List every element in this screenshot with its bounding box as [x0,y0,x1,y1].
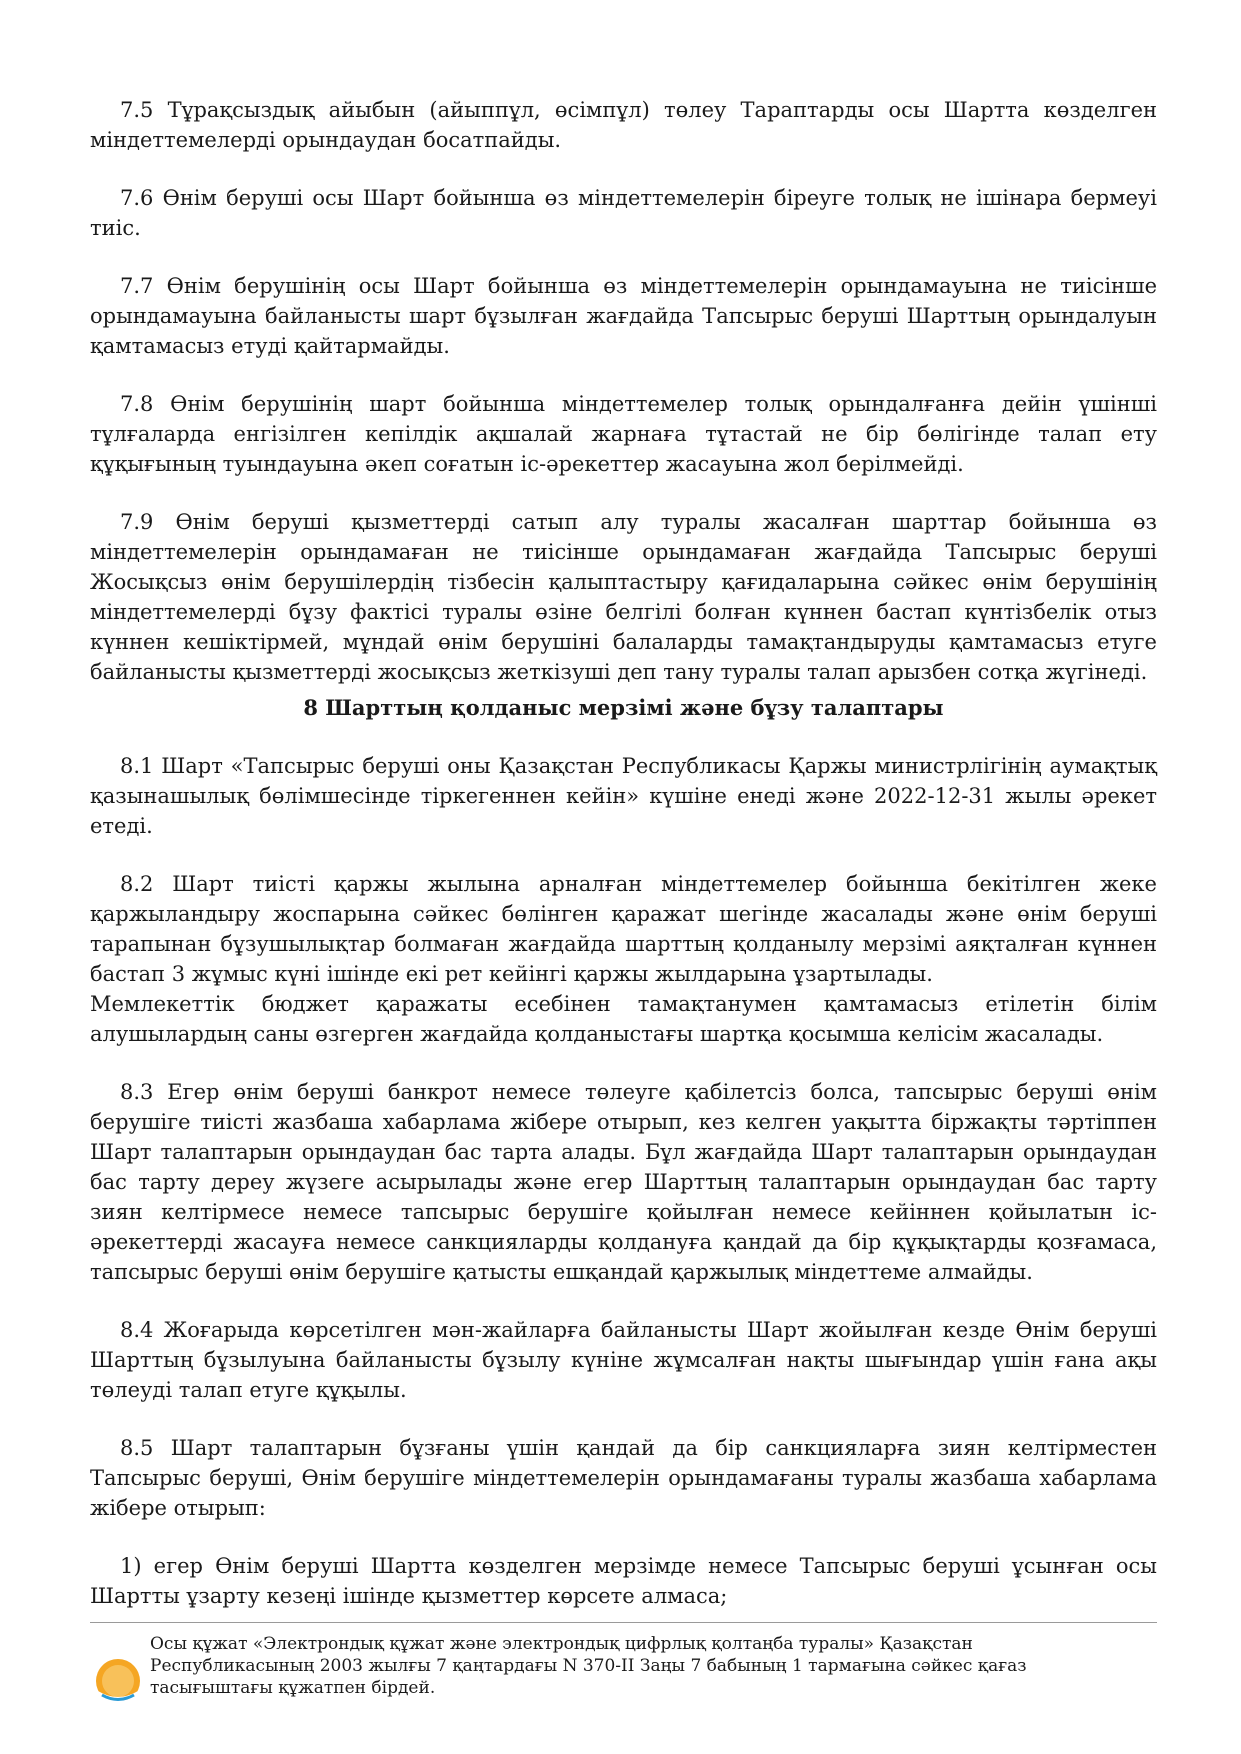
paragraph-7-9: 7.9 Өнім беруші қызметтерді сатып алу туралы жасалған шарттар бойынша өз міндеттемелерін орындамаған не тиісінше орындамаған жағдайда Тапсырыс беруші Жосықсыз өнім берушілердің тізбесін қалыптастыру қағидаларына сәйкес өнім берушінің міндеттемелерді бұзу фактісі туралы өзіне белгілі болған күннен бастап күнтізбелік отыз күннен кешіктірмей, мұндай өнім берушіні балаларды тамақтандыруды қамтамасыз етуге байланысты қызметтерді жосықсыз жеткізуші деп тану туралы талап арызбен сотқа жүгінеді. [90,510,1157,684]
paragraph-8-2-continuation: Мемлекеттік бюджет қаражаты есебінен тамақтанумен қамтамасыз етілетін білім алушылардың саны өзгерген жағдайда қолданыстағы шартқа қосымша келісім жасалады. [90,992,1157,1046]
section-8-heading: 8 Шарттың қолданыс мерзімі және бұзу талаптары [303,695,944,720]
egov-sun-logo-icon [94,1657,142,1705]
paragraph-8-4: 8.4 Жоғарыда көрсетілген мән-жайларға байланысты Шарт жойылған кезде Өнім беруші Шарттың бұзылуына байланысты бұзылу күніне жұмсалған нақты шығындар үшін ғана ақы төлеуді талап етуге құқылы. [90,1318,1157,1402]
footer-line-2: Республикасының 2003 жылғы 7 қаңтардағы N 370-II Заңы 7 бабының 1 тармағына сәйкес қағаз [150,1656,1027,1676]
paragraph-8-1: 8.1 Шарт «Тапсырыс беруші оны Қазақстан Республикасы Қаржы министрлігінің аумақтық қазынашылық бөлімшесінде тіркегеннен кейін» күшіне енеді және 2022-12-31 жылы әрекет етеді. [90,754,1157,838]
paragraph-8-5-item-1: 1) егер Өнім беруші Шартта көзделген мерзімде немесе Тапсырыс беруші ұсынған осы Шартты ұзарту кезеңі ішінде қызметтер көрсете алмаса; [90,1554,1157,1608]
paragraph-8-3: 8.3 Егер өнім беруші банкрот немесе төлеуге қабілетсіз болса, тапсырыс беруші өнім берушіге тиісті жазбаша хабарлама жібере отырып, кез келген уақытта біржақты тәртіппен Шарт талаптарын орындаудан бас тарта алады. Бұл жағдайда Шарт талаптарын орындаудан бас тарту дереу жүзеге асырылады және егер Шарттың талаптарын орындаудан бас тарту зиян келтірмесе немесе тапсырыс берушіге қойылған немесе кейіннен қойылатын іс-әрекеттерді жасауға немесе санкцияларды қолдануға қандай да бір құқықтарды қозғамаса, тапсырыс беруші өнім берушіге қатысты ешқандай қаржылық міндеттеме алмайды. [90,1080,1157,1284]
footer-legal-text [150,1633,1150,1699]
paragraph-7-8: 7.8 Өнім берушінің шарт бойынша міндеттемелер толық орындалғанға дейін үшінші тұлғаларда енгізілген кепілдік ақшалай жарнаға тұтастай не бір бөлігінде талап ету құқығының туындауына әкеп соғатын іс-әрекеттер жасауына жол берілмейді. [90,392,1157,476]
paragraph-7-5: 7.5 Тұрақсыздық айыбын (айыппұл, өсімпұл) төлеу Тараптарды осы Шартта көзделген міндеттемелерді орындаудан босатпайды. [90,98,1157,152]
paragraph-7-7: 7.7 Өнім берушінің осы Шарт бойынша өз міндеттемелерін орындамауына не тиісінше орындамауына байланысты шарт бұзылған жағдайда Тапсырыс беруші Шарттың орындалуын қамтамасыз етуді қайтармайды. [90,274,1157,358]
footer-line-3: тасығыштағы құжатпен бірдей. [150,1678,436,1698]
paragraph-7-6: 7.6 Өнім беруші осы Шарт бойынша өз міндеттемелерін біреуге толық не ішінара бермеуі тиіс. [90,186,1157,240]
document-body [90,95,1157,1639]
paragraph-8-5: 8.5 Шарт талаптарын бұзғаны үшін қандай да бір санкцияларға зиян келтірместен Тапсырыс беруші, Өнім берушіге міндеттемелерін орындамағаны туралы жазбаша хабарлама жібере отырып: [90,1436,1157,1520]
footer-line-1: Осы құжат «Электрондық құжат және электрондық цифрлық қолтаңба туралы» Қазақстан [150,1634,973,1654]
footer [90,1622,1157,1698]
paragraph-8-2: 8.2 Шарт тиісті қаржы жылына арналған міндеттемелер бойынша бекітілген жеке қаржыландыру жоспарына сәйкес бөлінген қаражат шегінде жасалады және өнім беруші тарапынан бұзушылықтар болмаған жағдайда шарттың қолданылу мерзімі аяқталған күннен бастап 3 жұмыс күні ішінде екі рет кейінгі қаржы жылдарына ұзартылады. [90,872,1157,986]
